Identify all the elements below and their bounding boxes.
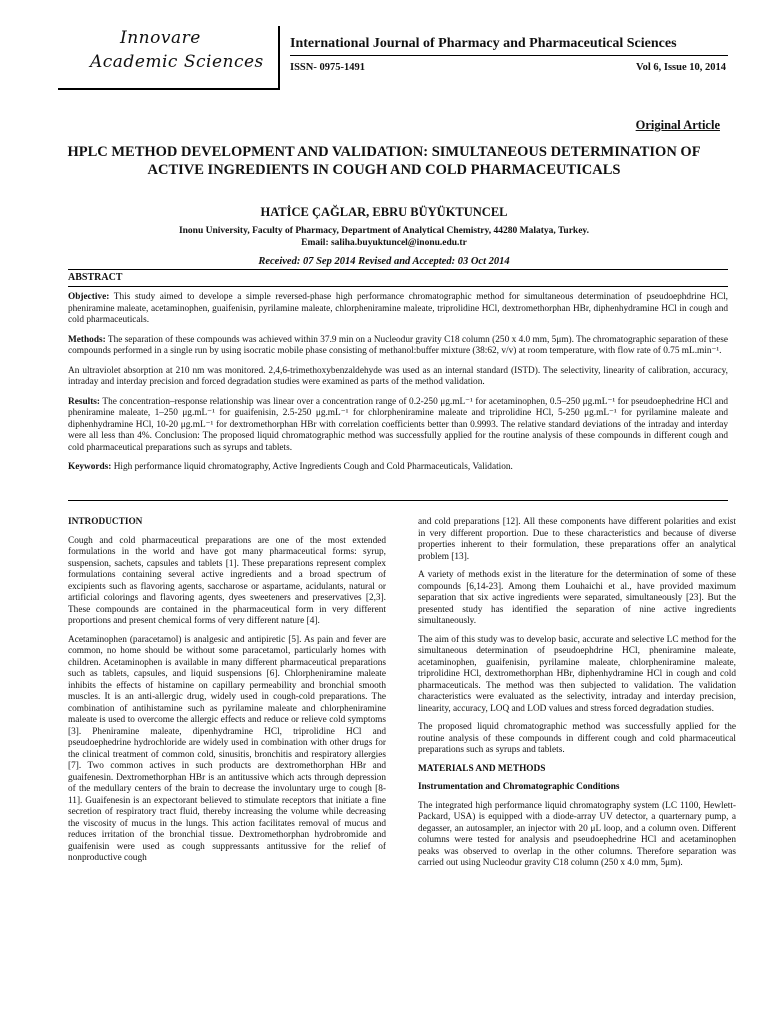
right-paragraph-2: A variety of methods exist in the literature for the determination of some of these compounds [6,14-23]. Among them Louhaichi et al., have provided maximum separation that six active ingredients were separated, simultaneously [23]. But the presented study has identified the separation of nine active ingredients simultaneously.	[418, 570, 736, 626]
abstract-bottom-rule	[68, 500, 728, 501]
article-type: Original Article	[635, 118, 720, 132]
abstract-results	[68, 397, 728, 455]
author-email: Email: saliha.buyuktuncel@inonu.edu.tr	[301, 237, 467, 248]
intro-paragraph-1: Cough and cold pharmaceutical preparations are one of the most extended formulations in the world and have got many pharmaceutical forms: syrup, suspension, sachets, capsules and tablets [1]. These preparations represent complex formulations containing several active ingredients and a broad spectrum of excipients such as flavoring agents, saccharose or aspartame, acidulants, natural or artificial colorings and flavoring agents, dyes sweeteners and preservatives [2,3]. These compounds are contained in the pharmaceutical form in very different proportions and present chemical forms of very different nature [4].	[68, 535, 386, 626]
affiliation-block	[40, 226, 728, 249]
authors: HATİCE ÇAĞLAR, EBRU BÜYÜKTUNCEL	[260, 205, 508, 219]
journal-title: International Journal of Pharmacy and Pharmaceutical Sciences	[290, 36, 677, 51]
results-label: Results:	[68, 396, 101, 407]
objective-label: Objective:	[68, 292, 110, 302]
instrumentation-paragraph: The integrated high performance liquid chromatography system (LC 1100, Hewlett-Packard, USA) is equipped with a diode-array UV detector, a quarternary pump, a degasser, an autosampler, an injector with 20 μL loop, and a column oven. Different columns were tested for analysis and pseudoephedrine HCl and acetaminophen peaks was observed to overlap in the other columns. Therefore separation was carried out using Nucleodur gravity C18 column (250 x 4.0 mm, 5μm).	[418, 800, 736, 868]
abstract-keywords	[68, 462, 728, 474]
logo-line-academic-sciences: Academic Sciences	[90, 52, 264, 72]
introduction-heading: INTRODUCTION	[68, 517, 143, 527]
abstract	[68, 292, 728, 482]
intro-paragraph-2: Acetaminophen (paracetamol) is analgesic and antipiretic [5]. As pain and fever are common, no home should be without some paracetamol, particularly homes with children. Acetaminophen is available in many different pharmaceutical preparations such as tablets, capsules, and liquid suspensions [6]. Chlorpheniramine maleate inhibits the effects of histamine on capillary permeability and bronchial smooth muscles. It is an anti-allergic drug, widely used in cough-cold preparations. The combination of antihistamine such as pyrilamine maleate and chlorpheniramine maleate is used to overcome the allergic effects and reduce or relieve cold symptoms [3]. Pheniramine maleate, dipenhydramine HCl, triprolidine HCl and pseudoephedrine hydrochloride are widely used in combination with other drugs for the clinical treatment of common cold, sinusitis, bronchitis and respiratory allergies [7]. Two common actives in such products are dextromethorphan HBr and guaifenesin. Dextromethorphan HBr is an antitussive which acts through depression of the medullary centers of the brain to decrease the involuntary urge to cough [8-11]. Guaifenesin is an expectorant believed to stimulate receptors that initiate a fine secretion of respiratory tract fluid, thereby increasing the volume while decreasing the viscosity of mucus in the lungs. This action facilitates removal of mucus and reduces irritation of the bronchial tissue. Dextromethorphan hydrobromide and guaifenisin were used as cough suppressants antitussive for the relief of nonproductive cough	[68, 634, 386, 863]
volume-issue: Vol 6, Issue 10, 2014	[635, 62, 726, 73]
abstract-heading-rule	[68, 286, 728, 287]
article-title: HPLC METHOD DEVELOPMENT AND VALIDATION: SIMULTANEOUS DETERMINATION OF ACTIVE INGREDIENTS IN COUGH AND COLD PHARMACEUTICALS	[67, 144, 701, 178]
header-divider	[290, 55, 728, 56]
right-paragraph-1: and cold preparations [12]. All these components have different polarities and exist in very different proportion. Due to these characteristics and because of diverse properties inherent to their formulation, these preparations offer an analytical problem [13].	[418, 517, 736, 562]
received-dates: Received: 07 Sep 2014 Revised and Accepted: 03 Oct 2014	[258, 256, 510, 267]
logo-line-innovare: Innovare	[120, 28, 201, 48]
abstract-methods	[68, 335, 728, 358]
methods-text: The separation of these compounds was achieved within 37.9 min on a Nucleodur gravity C18 column (250 x 4.0 mm, 5μm). The chromatographic separation of these compounds performed in a single run by using isocratic mobile phase consisting of methanol:buffer mixture (38:62, v/v) at room temperature, with flow rate of 0.75 mL.min⁻¹.	[68, 334, 729, 356]
keywords-label: Keywords:	[68, 462, 112, 472]
right-paragraph-3: The aim of this study was to develop basic, accurate and selective LC method for the simultaneous determination of pseudoephdrine HCl, pheniramine maleate, acetaminophen, guaifenisin, pyrilamine maleate, chlorpheniramine maleate, triprolidine HCl, dextromethorphan HBr, diphenhydramine HCl in cough and cold pharmaceuticals. The method was then subjected to validation. The validation characteristics were evaluated as the selectivity, intraday and interday precision, linearity, accuracy, LOQ and LOD values and stress forced degradation studies.	[418, 634, 736, 714]
keywords-text: High performance liquid chromatography, Active Ingredients Cough and Cold Pharmaceuticals, Validation.	[113, 462, 513, 472]
body-left-column	[68, 517, 386, 872]
publisher-logo	[58, 26, 280, 90]
right-paragraph-4: The proposed liquid chromatographic method was successfully applied for the routine analysis of these compounds in different cough and cold pharmaceutical preparations such as syrups and tablets.	[418, 722, 736, 755]
objective-text: This study aimed to develope a simple reversed-phase high performance chromatographic method for simultaneous determination of pseudoephdrine HCl, pheniramine maleate, acetaminophen, guaifenisin, pyrilamine maleate, chlorpheniramine maleate, triprolidine HCl, dextromethorphan HBr, diphenhydramine HCl in cough and cold pharmaceuticals.	[68, 292, 728, 325]
materials-methods-heading: MATERIALS AND METHODS	[418, 763, 546, 774]
abstract-objective	[68, 292, 728, 327]
abstract-uv: An ultraviolet absorption at 210 nm was monitored. 2,4,6-trimethoxybenzaldehyde was used as an internal standard (ISTD). The selectivity, linearity of calibration, accuracy, intraday and interday precision and forced degradation studies were examined as parts of the method validation.	[68, 365, 728, 387]
body-right-column	[418, 517, 736, 877]
instrumentation-heading: Instrumentation and Chromatographic Conditions	[418, 782, 620, 792]
results-text: The concentration–response relationship was linear over a concentration range of 0.2-250 μg.mL⁻¹ for acetaminophen, 0.5–250 μg.mL⁻¹ for pseudoephedrine HCl and pheniramine maleate, 1–250 μg.mL⁻¹ for guaifenisin, 2.5-250 μg.mL⁻¹ for chlorpheniramine maleate and triprolidine HCl, 5-250 μg.mL⁻¹ for pyrilamine maleate and diphenhydramine HCl, 10-20 μg.mL⁻¹ for dextromethorphan HBr with correlation coefficients better than 0.9993. The relative standard deviations of the intraday and interday were all less than 4%. Conclusion: The proposed liquid chromatographic method was successfully applied for the routine analysis of these compounds in different cough and cold pharmaceutical preparations such as syrups and tablets.	[68, 396, 729, 453]
abstract-heading: ABSTRACT	[68, 272, 123, 283]
issn: ISSN- 0975-1491	[290, 62, 365, 73]
abstract-top-rule	[68, 269, 728, 270]
affiliation: Inonu University, Faculty of Pharmacy, Department of Analytical Chemistry, 44280 Malatya, Turkey.	[178, 226, 590, 236]
methods-label: Methods:	[68, 334, 106, 345]
